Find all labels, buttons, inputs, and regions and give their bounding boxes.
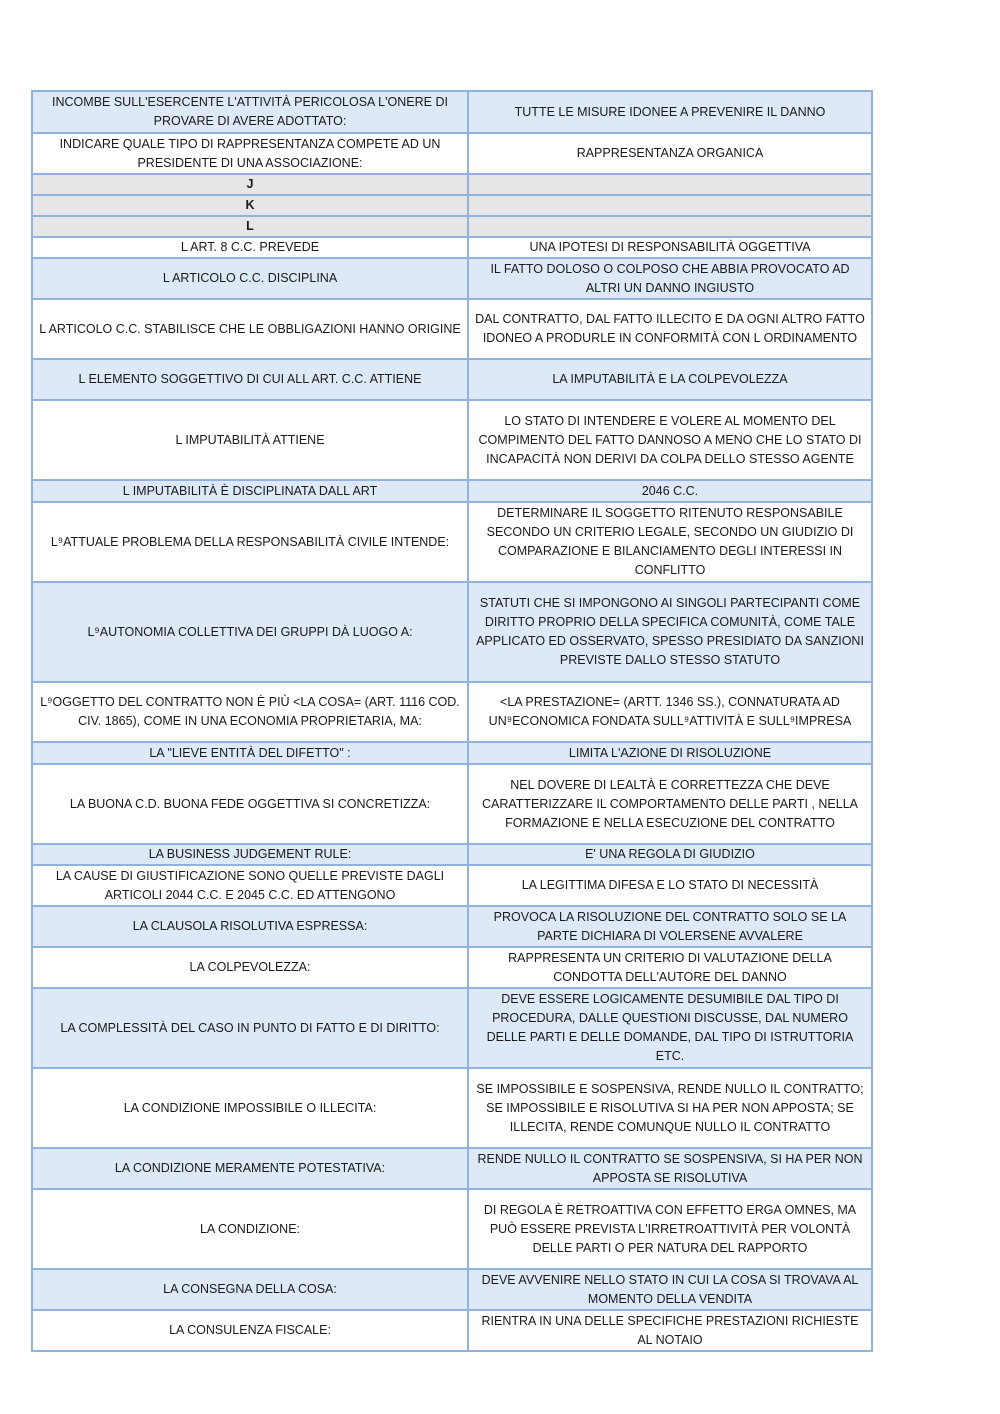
table-row xyxy=(32,742,872,764)
question-cell: LA CONDIZIONE MERAMENTE POTESTATIVA: xyxy=(32,1148,468,1189)
table-row xyxy=(32,480,872,502)
qa-table-body xyxy=(32,91,872,1351)
question-cell: LA CONDIZIONE IMPOSSIBILE O ILLECITA: xyxy=(32,1068,468,1148)
table-row xyxy=(32,1310,872,1351)
answer-cell: RENDE NULLO IL CONTRATTO SE SOSPENSIVA, SI HA PER NON APPOSTA SE RISOLUTIVA xyxy=(468,1148,872,1189)
question-cell: L xyxy=(32,216,468,237)
table-row xyxy=(32,91,872,133)
answer-cell xyxy=(468,195,872,216)
question-cell: K xyxy=(32,195,468,216)
question-cell: L⁹AUTONOMIA COLLETTIVA DEI GRUPPI DÀ LUOGO A: xyxy=(32,582,468,682)
table-row xyxy=(32,1068,872,1148)
table-row xyxy=(32,174,872,195)
answer-cell: DEVE AVVENIRE NELLO STATO IN CUI LA COSA SI TROVAVA AL MOMENTO DELLA VENDITA xyxy=(468,1269,872,1310)
table-row xyxy=(32,216,872,237)
table-row xyxy=(32,844,872,865)
table-row xyxy=(32,1189,872,1269)
answer-cell: PROVOCA LA RISOLUZIONE DEL CONTRATTO SOLO SE LA PARTE DICHIARA DI VOLERSENE AVVALERE xyxy=(468,906,872,947)
question-cell: L ART. 8 C.C. PREVEDE xyxy=(32,237,468,258)
table-row xyxy=(32,947,872,988)
answer-cell: SE IMPOSSIBILE E SOSPENSIVA, RENDE NULLO IL CONTRATTO; SE IMPOSSIBILE E RISOLUTIVA SI HA PER NON APPOSTA; SE ILLECITA, RENDE COMUNQUE NULLO IL CONTRATTO xyxy=(468,1068,872,1148)
question-cell: INCOMBE SULL'ESERCENTE L'ATTIVITÀ PERICOLOSA L'ONERE DI PROVARE DI AVERE ADOTTATO: xyxy=(32,91,468,133)
table-row xyxy=(32,133,872,174)
question-cell: L⁹ATTUALE PROBLEMA DELLA RESPONSABILITÀ CIVILE INTENDE: xyxy=(32,502,468,582)
question-cell: LA CONDIZIONE: xyxy=(32,1189,468,1269)
table-row xyxy=(32,988,872,1068)
answer-cell: E' UNA REGOLA DI GIUDIZIO xyxy=(468,844,872,865)
answer-cell: DI REGOLA È RETROATTIVA CON EFFETTO ERGA OMNES, MA PUÒ ESSERE PREVISTA L'IRRETROATTIVITÀ PER VOLONTÀ DELLE PARTI O PER NATURA DEL RAPPORTO xyxy=(468,1189,872,1269)
question-cell: LA CONSEGNA DELLA COSA: xyxy=(32,1269,468,1310)
table-row xyxy=(32,1148,872,1189)
question-cell: L ARTICOLO C.C. STABILISCE CHE LE OBBLIGAZIONI HANNO ORIGINE xyxy=(32,299,468,359)
table-row xyxy=(32,400,872,480)
table-row xyxy=(32,764,872,844)
answer-cell: RAPPRESENTA UN CRITERIO DI VALUTAZIONE DELLA CONDOTTA DELL'AUTORE DEL DANNO xyxy=(468,947,872,988)
answer-cell: STATUTI CHE SI IMPONGONO AI SINGOLI PARTECIPANTI COME DIRITTO PROPRIO DELLA SPECIFICA COMUNITÀ, COME TALE APPLICATO ED OSSERVATO, SPESSO PRESIDIATO DA SANZIONI PREVISTE DALLO STESSO STATUTO xyxy=(468,582,872,682)
question-cell: LA CONSULENZA FISCALE: xyxy=(32,1310,468,1351)
answer-cell: DEVE ESSERE LOGICAMENTE DESUMIBILE DAL TIPO DI PROCEDURA, DALLE QUESTIONI DISCUSSE, DAL NUMERO DELLE PARTI E DELLE DOMANDE, DAL TIPO DI ISTRUTTORIA ETC. xyxy=(468,988,872,1068)
answer-cell: RAPPRESENTANZA ORGANICA xyxy=(468,133,872,174)
question-cell: LA "LIEVE ENTITÀ DEL DIFETTO" : xyxy=(32,742,468,764)
question-cell: INDICARE QUALE TIPO DI RAPPRESENTANZA COMPETE AD UN PRESIDENTE DI UNA ASSOCIAZIONE: xyxy=(32,133,468,174)
table-row xyxy=(32,1269,872,1310)
answer-cell: LA LEGITTIMA DIFESA E LO STATO DI NECESSITÀ xyxy=(468,865,872,906)
answer-cell: IL FATTO DOLOSO O COLPOSO CHE ABBIA PROVOCATO AD ALTRI UN DANNO INGIUSTO xyxy=(468,258,872,299)
table-row xyxy=(32,906,872,947)
question-cell: L⁹OGGETTO DEL CONTRATTO NON È PIÙ <LA COSA= (ART. 1116 COD. CIV. 1865), COME IN UNA ECONOMIA PROPRIETARIA, MA: xyxy=(32,682,468,742)
table-row xyxy=(32,502,872,582)
answer-cell: LIMITA L'AZIONE DI RISOLUZIONE xyxy=(468,742,872,764)
answer-cell: DETERMINARE IL SOGGETTO RITENUTO RESPONSABILE SECONDO UN CRITERIO LEGALE, SECONDO UN GIUDIZIO DI COMPARAZIONE E BILANCIAMENTO DEGLI INTERESSI IN CONFLITTO xyxy=(468,502,872,582)
question-cell: LA CLAUSOLA RISOLUTIVA ESPRESSA: xyxy=(32,906,468,947)
question-cell: L ELEMENTO SOGGETTIVO DI CUI ALL ART. C.C. ATTIENE xyxy=(32,359,468,400)
table-row xyxy=(32,865,872,906)
table-row xyxy=(32,195,872,216)
question-cell: L IMPUTABILITÀ ATTIENE xyxy=(32,400,468,480)
answer-cell: LO STATO DI INTENDERE E VOLERE AL MOMENTO DEL COMPIMENTO DEL FATTO DANNOSO A MENO CHE LO STATO DI INCAPACITÀ NON DERIVI DA COLPA DELLO STESSO AGENTE xyxy=(468,400,872,480)
question-cell: LA BUSINESS JUDGEMENT RULE: xyxy=(32,844,468,865)
table-row xyxy=(32,359,872,400)
answer-cell: 2046 C.C. xyxy=(468,480,872,502)
answer-cell: UNA IPOTESI DI RESPONSABILITÀ OGGETTIVA xyxy=(468,237,872,258)
question-cell: LA COMPLESSITÀ DEL CASO IN PUNTO DI FATTO E DI DIRITTO: xyxy=(32,988,468,1068)
qa-table xyxy=(31,90,873,1352)
answer-cell: RIENTRA IN UNA DELLE SPECIFICHE PRESTAZIONI RICHIESTE AL NOTAIO xyxy=(468,1310,872,1351)
question-cell: J xyxy=(32,174,468,195)
table-row xyxy=(32,258,872,299)
table-row xyxy=(32,299,872,359)
answer-cell: NEL DOVERE DI LEALTÀ E CORRETTEZZA CHE DEVE CARATTERIZZARE IL COMPORTAMENTO DELLE PARTI , NELLA FORMAZIONE E NELLA ESECUZIONE DEL CONTRATTO xyxy=(468,764,872,844)
question-cell: L ARTICOLO C.C. DISCIPLINA xyxy=(32,258,468,299)
answer-cell xyxy=(468,216,872,237)
answer-cell: DAL CONTRATTO, DAL FATTO ILLECITO E DA OGNI ALTRO FATTO IDONEO A PRODURLE IN CONFORMITÀ CON L ORDINAMENTO xyxy=(468,299,872,359)
table-row xyxy=(32,237,872,258)
answer-cell: <LA PRESTAZIONE= (ARTT. 1346 SS.), CONNATURATA AD UN⁹ECONOMICA FONDATA SULL⁹ATTIVITÀ E SULL⁹IMPRESA xyxy=(468,682,872,742)
table-row xyxy=(32,682,872,742)
question-cell: LA COLPEVOLEZZA: xyxy=(32,947,468,988)
table-row xyxy=(32,582,872,682)
answer-cell xyxy=(468,174,872,195)
question-cell: L IMPUTABILITÀ È DISCIPLINATA DALL ART xyxy=(32,480,468,502)
question-cell: LA CAUSE DI GIUSTIFICAZIONE SONO QUELLE PREVISTE DAGLI ARTICOLI 2044 C.C. E 2045 C.C. ED ATTENGONO xyxy=(32,865,468,906)
answer-cell: TUTTE LE MISURE IDONEE A PREVENIRE IL DANNO xyxy=(468,91,872,133)
answer-cell: LA IMPUTABILITÀ E LA COLPEVOLEZZA xyxy=(468,359,872,400)
question-cell: LA BUONA C.D. BUONA FEDE OGGETTIVA SI CONCRETIZZA: xyxy=(32,764,468,844)
